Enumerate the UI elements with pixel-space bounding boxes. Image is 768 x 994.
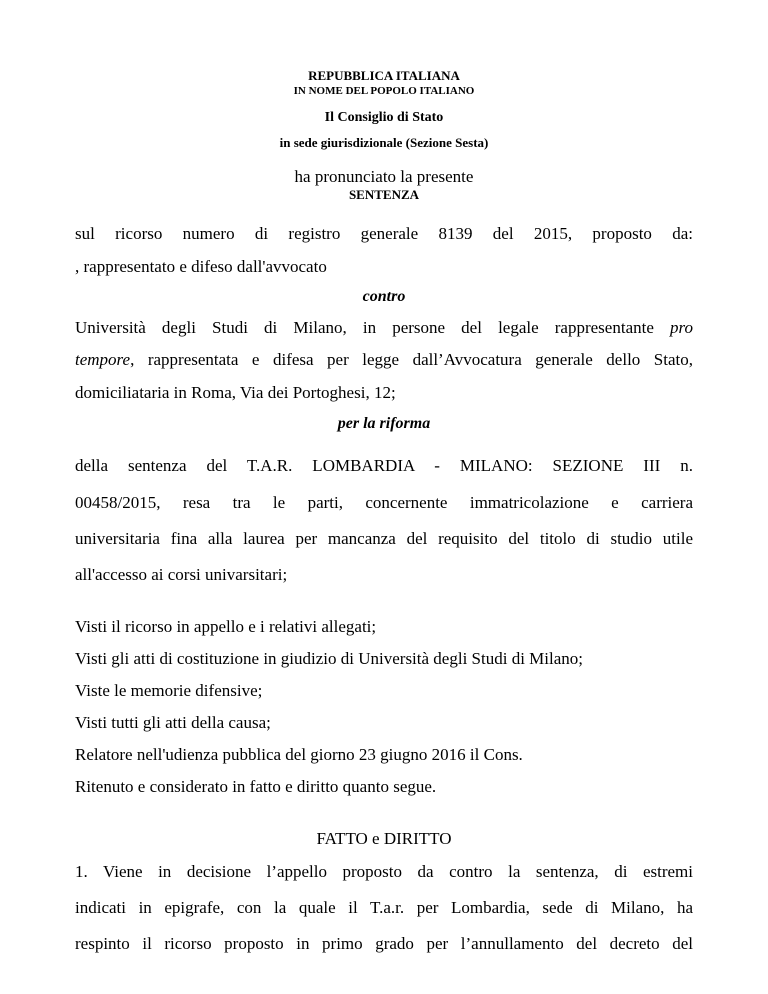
body-line-2: , rappresentato e difeso dall'avvocato: [75, 257, 327, 276]
body-line-3-italic: pro: [670, 318, 693, 337]
body-line-4-italic: tempore: [75, 350, 131, 369]
header-pronounced: ha pronunciato la presente: [294, 167, 474, 186]
visti-line-6: Ritenuto e considerato in fatto e diritto quanto segue.: [75, 777, 437, 796]
visti-line-3: Viste le memorie difensive;: [75, 681, 263, 700]
body-line-8: universitaria fina alla laurea per mancanza del requisito del titolo di studio utile: [75, 529, 693, 548]
header-council: Il Consiglio di Stato: [324, 110, 444, 125]
body-line-1: sul ricorso numero di registro generale 8139 del 2015, proposto da:: [75, 224, 693, 243]
header-section: in sede giurisdizionale (Sezione Sesta): [279, 135, 489, 150]
fatto-line-1: 1. Viene in decisione l’appello proposto da contro la sentenza, di estremi: [75, 862, 693, 881]
fatto-line-2: indicati in epigrafe, con la quale il T.a.r. per Lombardia, sede di Milano, ha: [75, 898, 693, 917]
heading-fatto-e-diritto: FATTO e DIRITTO: [316, 829, 452, 848]
body-line-9: all'accesso ai corsi univarsitari;: [75, 565, 288, 584]
visti-line-2: Visti gli atti di costituzione in giudizio di Università degli Studi di Milano;: [75, 649, 583, 668]
visti-line-4: Visti tutti gli atti della causa;: [75, 713, 271, 732]
header-people: IN NOME DEL POPOLO ITALIANO: [293, 85, 475, 97]
body-line-3-text: Università degli Studi di Milano, in persone del legale rappresentante: [75, 318, 670, 337]
fatto-line-3: respinto il ricorso proposto in primo grado per l’annullamento del decreto del: [75, 934, 693, 953]
body-line-5: domiciliataria in Roma, Via dei Portoghesi, 12;: [75, 383, 396, 402]
heading-contro: contro: [362, 288, 406, 305]
body-line-3: [75, 318, 693, 338]
heading-per-la-riforma: per la riforma: [337, 415, 431, 432]
body-line-6: della sentenza del T.A.R. LOMBARDIA - MILANO: SEZIONE III n.: [75, 456, 693, 475]
visti-line-1: Visti il ricorso in appello e i relativi allegati;: [75, 617, 377, 636]
body-line-4: [75, 350, 693, 370]
header-republic: REPUBBLICA ITALIANA: [308, 68, 460, 83]
body-line-7: 00458/2015, resa tra le parti, concernente immatricolazione e carriera: [75, 493, 693, 512]
visti-line-5: Relatore nell'udienza pubblica del giorno 23 giugno 2016 il Cons.: [75, 745, 523, 764]
body-line-4-text: , rappresentata e difesa per legge dall’Avvocatura generale dello Stato,: [130, 350, 693, 369]
header-sentence: SENTENZA: [348, 187, 420, 202]
